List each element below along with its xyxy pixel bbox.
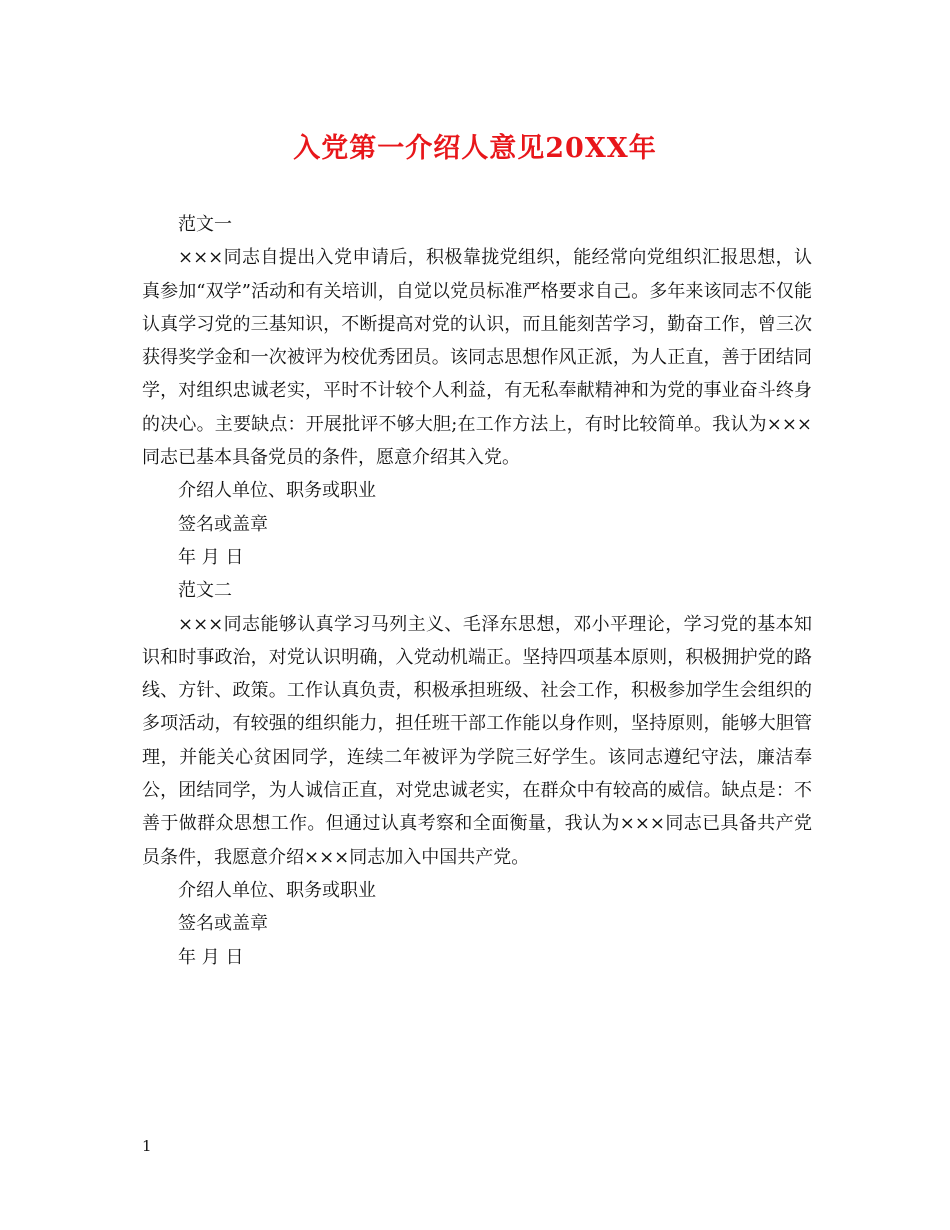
sample-one-paragraph: ×××同志自提出入党申请后，积极靠拢党组织，能经常向党组织汇报思想，认真参加“双学”活动和有关培训，自觉以党员标准严格要求自己。多年来该同志不仅能认真学习党的三基知识，不断提高对党的认识，而且能刻苦学习，勤奋工作，曾三次获得奖学金和一次被评为校优秀团员。该同志思想作风正派，为人正直，善于团结同学，对组织忠诚老实，平时不计较个人利益，有无私奉献精神和为党的事业奋斗终身的决心。主要缺点：开展批评不够大胆;在工作方法上，有时比较简单。我认为×××同志已基本具备党员的条件，愿意介绍其入党。 — [142, 247, 812, 469]
sample-two-heading: 范文二 — [178, 580, 232, 602]
sample-two-date: 年 月 日 — [178, 946, 244, 968]
sample-one-signature: 签名或盖章 — [178, 513, 268, 535]
sample-one-date: 年 月 日 — [178, 546, 244, 568]
sample-two-signature: 签名或盖章 — [178, 913, 268, 935]
document-body — [142, 208, 812, 974]
sample-two-paragraph: ×××同志能够认真学习马列主义、毛泽东思想，邓小平理论，学习党的基本知识和时事政治，对党认识明确，入党动机端正。坚持四项基本原则，积极拥护党的路线、方针、政策。工作认真负责，积极承担班级、社会工作，积极参加学生会组织的多项活动，有较强的组织能力，担任班干部工作能以身作则，坚持原则，能够大胆管理，并能关心贫困同学，连续二年被评为学院三好学生。该同志遵纪守法，廉洁奉公，团结同学，为人诚信正直，对党忠诚老实，在群众中有较高的威信。缺点是：不善于做群众思想工作。但通过认真考察和全面衡量，我认为×××同志已具备共产党员条件，我愿意介绍×××同志加入中国共产党。 — [142, 613, 812, 868]
sample-one-introducer-unit: 介绍人单位、职务或职业 — [178, 480, 376, 502]
page-number: 1 — [142, 1137, 152, 1155]
sample-two-introducer-unit: 介绍人单位、职务或职业 — [178, 879, 376, 901]
document-title: 入党第一介绍人意见20XX年 — [293, 133, 657, 164]
sample-one-heading: 范文一 — [178, 214, 232, 235]
